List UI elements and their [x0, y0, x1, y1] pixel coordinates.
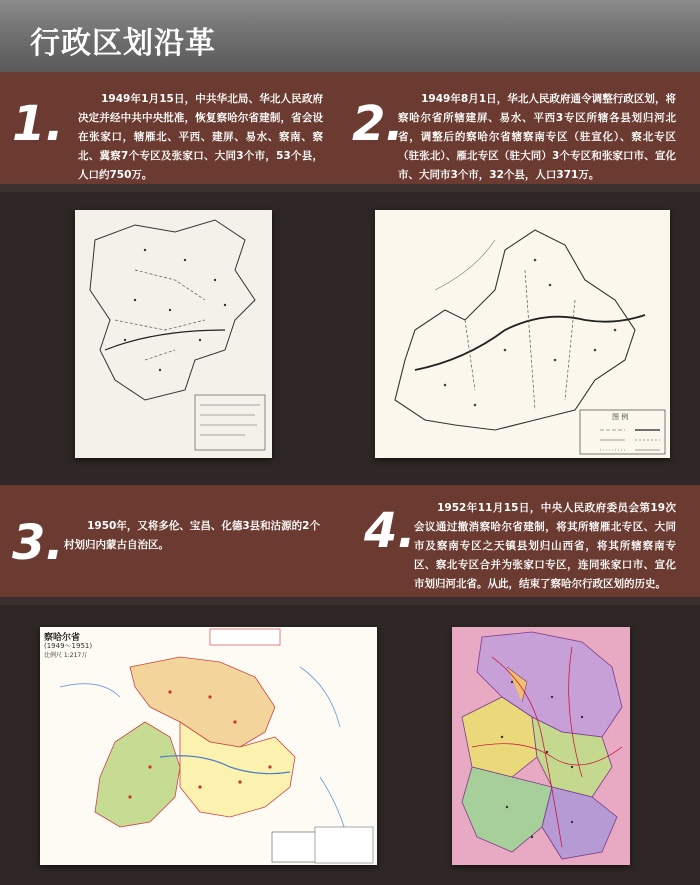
- map-1949-image: [75, 210, 272, 458]
- section-3-number: 3.: [12, 515, 64, 571]
- map-1949-august-image: [375, 210, 670, 458]
- map-modern-region-image: [452, 627, 630, 865]
- map-panel-2: [0, 605, 700, 885]
- section-2-number: 2.: [352, 96, 404, 152]
- map-modern-region-drawing: [452, 627, 630, 865]
- section-4-number: 4.: [364, 503, 416, 559]
- section-1-number: 1.: [12, 96, 64, 152]
- divider-stripe-2: [0, 597, 700, 605]
- section-2-text: 1949年8月1日，华北人民政府通令调整行政区划，将察哈尔省所辖建屏、易水、平西3专区所辖各县划归河北省，调整后的察哈尔省辖察南专区（驻宣化）、察北专区（驻张北）、雁北专区（驻大同）3个专区和张家口市、宣化市、大同市3个市，32个县，人口371万。: [398, 93, 676, 181]
- map-chahar-province-drawing: [40, 627, 377, 865]
- map-3-scale: 比例尺 1:217万: [44, 652, 88, 659]
- section-1-text: 1949年1月15日，中共华北局、华北人民政府决定并经中共中央批准，恢复察哈尔省建制，省会设在张家口，辖雁北、平西、建屏、易水、察南、察北、冀察7个专区及张家口、大同3个市，53个县，人口约750万。: [78, 93, 323, 181]
- section-3-text: 1950年，又将多伦、宝昌、化德3县和沽源的2个村划归内蒙古自治区。: [64, 520, 320, 551]
- map-chahar-province-image: [40, 627, 377, 865]
- page-header: [0, 0, 700, 72]
- map-panel-1: [0, 192, 700, 485]
- section-4-text: 1952年11月15日，中央人民政府委员会第19次会议通过撤消察哈尔省建制，将其所辖雁北专区、大同市及察南专区之天镇县划归山西省，将其所辖察南专区、察北专区合并为张家口专区，连同张家口市、宣化市划归河北省。从此，结束了察哈尔行政区划的历史。: [414, 502, 676, 590]
- divider-stripe: [0, 184, 700, 192]
- map-2-legend-title: 图 例: [612, 413, 629, 421]
- map-3-subtitle: (1949～1951): [44, 642, 93, 650]
- map-1949-drawing: [75, 210, 272, 458]
- section-band-1-2: [0, 72, 700, 184]
- map-3-title: 察哈尔省: [44, 633, 81, 643]
- section-band-3-4: [0, 485, 700, 597]
- page-title: 行政区划沿革: [30, 26, 216, 61]
